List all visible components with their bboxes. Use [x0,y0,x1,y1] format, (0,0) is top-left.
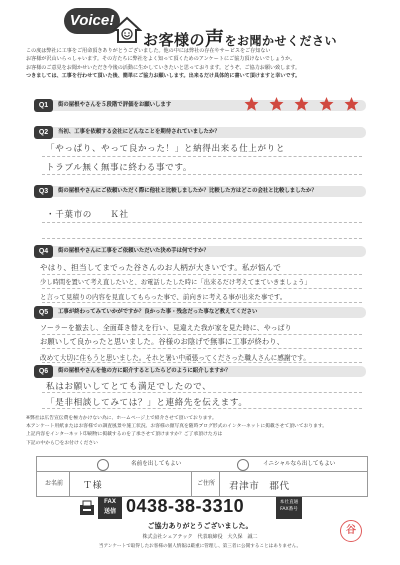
question-text: 街の屋根やさんにご依頼いただく際に他社と比較しましたか？比較した方はどこの会社と比較しましたか？ [58,188,317,194]
answer-q4-line3: と言って見積りの内容を見直してもらった事で、前向きに考える事が出来た事です。 [40,293,287,301]
answer-q4-line1: やはり、担当してまでった谷さんのお人柄が大きいです。私が悩んで [40,263,281,272]
page-title: お客様の声をお聞かせください [143,28,338,50]
answer-q2-line2: トラブル無く無事に終わる事です。 [46,163,193,173]
answer-q5-line3: 改めて大切に住もうと思いました。それと暑い中頑張ってくださった職人さんに感謝です。 [40,354,310,362]
question-badge: Q6 [34,365,53,378]
answer-line [42,348,362,349]
fax-badge: FAX 送信 [98,497,122,519]
address-value[interactable]: 君津市 郡代 [229,481,290,492]
question-badge: Q1 [34,99,53,112]
answer-q2-line1: 「やっぱり、やって良かった！」と納得出来る仕上がりと [46,144,286,154]
question-badge: Q2 [34,126,53,139]
question-text: 街の屋根やさんを他の方に紹介するとしたらどのように紹介しますか？ [58,368,231,374]
privacy-note: 当アンケートで取得したお客様の個人情報は厳重に管理し、第三者に公開することはありません。 [98,544,302,549]
question-badge: Q5 [34,306,53,319]
fax-number: 0438-38-3310 [126,496,245,516]
answer-q5-line1: ソーラーを撤去し、全面葺き替えを行い、見違えた我が家を見た時に、やっぱり [40,324,292,332]
answer-line [42,156,362,157]
consent-options [36,456,368,472]
fax-machine-icon [78,499,96,517]
name-value[interactable]: Ｔ様 [83,481,103,491]
initial-consent-circle[interactable] [237,459,249,471]
answer-line [42,362,362,363]
fax-info [78,497,298,519]
name-label: お名前 [45,480,64,487]
fax-tag: 本社直通 FAX番号 [276,497,302,519]
answer-q3-line1: ・千葉市の Ｋ社 [46,210,129,220]
name-consent-label: 名前を出してもよい [131,461,182,467]
staff-seal-stamp: 谷 [340,520,362,542]
address-label: ご住所 [197,480,216,487]
voice-badge: Voice! [64,8,120,34]
answer-q4-line2: 少し時間を置いて考え直したいと、お電話したした時に「出来るだけ考えてまていきましょう」 [40,279,311,286]
answer-q5-line2: お願いして良かったと思いました。谷様のお陰げで無事に工事が終わり、 [40,337,285,346]
company-info: 株式会社シェアテック 代表取締役 大久保 誠二 [142,534,258,540]
answer-q6-line1: 私はお願いしてとても満足でしたので、 [46,382,212,392]
star-icon [294,97,309,111]
star-icon [344,97,359,111]
question-text: 街の屋根やさんを５段階で評価をお願いします [58,102,172,108]
house-smile-icon [112,16,142,44]
intro-text: この度は弊社に工事をご用命頂きありがとうございました。他の中には弊社の存在やサービスをご存知ない お客様が沢山いらっしゃいます。その方たちに弊社をよく知って頂くためのアンケートにご協力頂けないでしょうか。 お客様のご意見をお聞かせいただき今後の活動に生かしていきたいと思っております。どうぞ、ご協力お願い致します。 つきましては、工事を行わせて頂いた後、簡単にご協力お願いします。出来るだけ具体的に書いて頂けますと幸いです。 [26,48,301,79]
question-text: 街の屋根やさんに工事をご依頼いただいた決め手は何ですか？ [58,248,209,254]
star-icon [319,97,334,111]
name-address-box [36,471,368,497]
consent-notes: ※弊社は広告宣伝費を極力かけない為に、ホームページ上で紹介させて頂いております。 本アンケート用紙またはお客様での調査風景や施工状況、お客様の顔写真を随時ブログ形式のインターネットに掲載させて頂いております。 上記内容をインターネット印刷物に掲載するのを了承させて頂けますか？ご了承頂けた方は 下記の中から〇をお付けください [26,416,328,446]
question-badge: Q3 [34,185,53,198]
answer-line [42,274,362,275]
answer-line [42,408,362,409]
answer-line [42,288,362,289]
question-text: 当初、工事を依頼する会社にどんなことを期待されていましたか？ [58,129,220,135]
name-consent-circle[interactable] [97,459,109,471]
answer-line [42,222,362,223]
star-icon [269,97,284,111]
answer-line [42,392,362,393]
star-rating [244,96,364,115]
answer-q6-line2: 「是非相談してみては？」と連絡先を伝えます。 [46,398,248,408]
thanks-text: ご協力ありがとうございました。 [147,522,253,530]
answer-line [42,238,362,239]
star-icon [244,97,259,111]
initial-consent-label: イニシャルなら出してもよい [263,461,336,467]
answer-line [42,174,362,175]
answer-line [42,334,362,335]
answer-line [42,302,362,303]
question-text: 工事が終わってみていかがですか？良かった事・残念だった事など教えてください [58,309,258,315]
question-badge: Q4 [34,245,53,258]
